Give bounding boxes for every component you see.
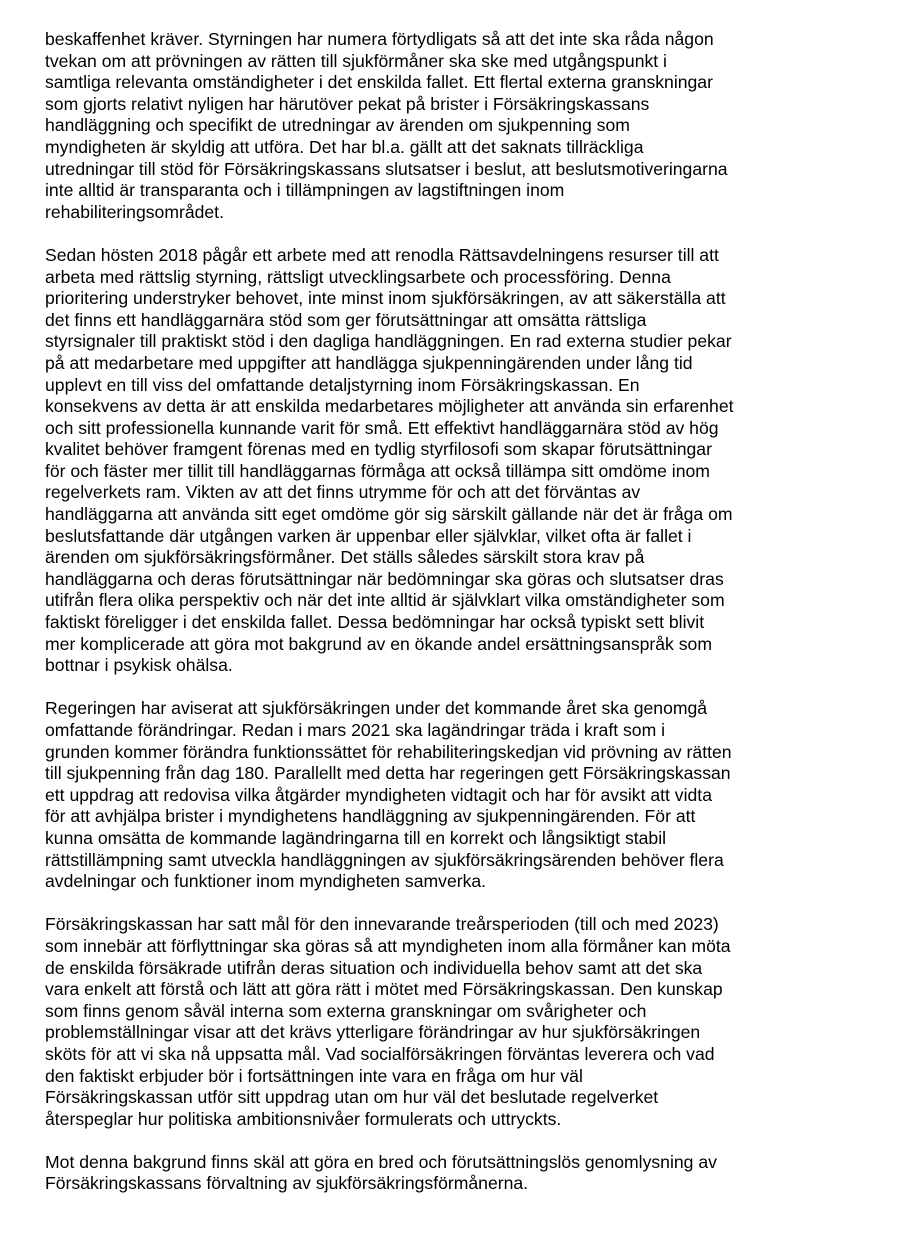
text-line: bottnar i psykisk ohälsa.: [45, 655, 233, 676]
text-line: Försäkringskassans förvaltning av sjukförsäkringsförmånerna.: [45, 1173, 529, 1194]
text-line: rehabiliteringsområdet.: [45, 201, 224, 222]
text-line: prioritering understryker behovet, inte minst inom sjukförsäkringen, av att säkerställa att: [45, 288, 726, 309]
text-line: vara enkelt att förstå och lätt att göra rätt i mötet med Försäkringskassan. Den kunskap: [45, 979, 723, 1000]
text-line: de enskilda försäkrade utifrån deras situation och individuella behov samt att det ska: [45, 957, 703, 978]
text-line: arbeta med rättslig styrning, rättsligt utvecklingsarbete och processföring. Denna: [45, 266, 671, 287]
text-line: styrsignaler till praktiskt stöd i den dagliga handläggningen. En rad externa studier pekar: [45, 331, 732, 352]
text-line: till sjukpenning från dag 180. Parallellt med detta har regeringen gett Försäkringskassan: [45, 763, 731, 784]
text-line: utifrån flera olika perspektiv och när det inte alltid är självklart vilka omständigheter som: [45, 590, 725, 611]
text-line: kvalitet behöver framgent förenas med en tydlig styrfilosofi som skapar förutsättningar: [45, 439, 712, 460]
text-line: beskaffenhet kräver. Styrningen har numera förtydligats så att det inte ska råda någon: [45, 29, 714, 49]
text-line: återspeglar hur politiska ambitionsnivåer formulerats och uttryckts.: [45, 1108, 562, 1129]
text-line: Försäkringskassan utför sitt uppdrag utan om hur väl det beslutade regelverket: [45, 1087, 659, 1108]
text-line: det finns ett handläggarnära stöd som ger förutsättningar att omsätta rättsliga: [45, 309, 647, 330]
text-line: Försäkringskassan har satt mål för den innevarande treårsperioden (till och med 2023): [45, 914, 719, 935]
text-line: beslutsfattande där utgången varken är uppenbar eller självklar, vilket ofta är fallet i: [45, 525, 692, 546]
text-line: tvekan om att prövningen av rätten till sjukförmåner ska ske med utgångspunkt i: [45, 50, 667, 71]
paragraph-5: [45, 1152, 875, 1195]
text-line: Regeringen har aviserat att sjukförsäkringen under det kommande året ska genomgå: [45, 698, 708, 719]
text-line: som finns genom såväl interna som externa granskningar om svårigheter och: [45, 1000, 647, 1021]
text-line: ärenden om sjukförsäkringsförmåner. Det ställs således särskilt stora krav på: [45, 547, 645, 568]
text-line: som innebär att förflyttningar ska göras så att myndigheten inom alla förmåner kan möta: [45, 935, 731, 956]
text-line: avdelningar och funktioner inom myndigheten samverka.: [45, 871, 487, 892]
text-line: handläggarna och deras förutsättningar när bedömningar ska göras och slutsatser dras: [45, 568, 724, 589]
text-line: regelverkets ram. Vikten av att det finns utrymme för och att det förväntas av: [45, 482, 641, 503]
text-line: grunden kommer förändra funktionssättet för rehabiliteringskedjan vid prövning av rätten: [45, 741, 732, 762]
text-line: faktiskt föreligger i det enskilda fallet. Dessa bedömningar har också typiskt sett blivit: [45, 612, 705, 633]
text-line: sköts för att vi ska nå uppsatta mål. Vad socialförsäkringen förväntas leverera och vad: [45, 1043, 715, 1064]
text-line: för att avhjälpa brister i myndighetens handläggning av sjukpenningärenden. För att: [45, 806, 696, 827]
text-line: som gjorts relativt nyligen har härutöver pekat på brister i Försäkringskassans: [45, 93, 650, 114]
paragraph-1: [45, 29, 875, 223]
text-line: handläggarna att använda sitt eget omdöme gör sig särskilt gällande när det är fråga om: [45, 504, 733, 525]
text-line: för och fäster mer tillit till handläggarnas förmåga att också tillämpa sitt omdöme inom: [45, 460, 710, 481]
text-line: konsekvens av detta är att enskilda medarbetares möjligheter att använda sin erfarenhet: [45, 396, 734, 417]
text-line: myndigheten är skyldig att utföra. Det har bl.a. gällt att det saknats tillräckliga: [45, 136, 644, 157]
text-line: utredningar till stöd för Försäkringskassans slutsatser i beslut, att beslutsmotiveringarna: [45, 158, 728, 179]
text-line: rättstillämpning samt utveckla handläggningen av sjukförsäkringsärenden behöver flera: [45, 849, 724, 870]
text-line: på att medarbetare med uppgifter att handlägga sjukpenningärenden under lång tid: [45, 352, 693, 373]
text-line: upplevt en till viss del omfattande detaljstyrning inom Försäkringskassan. En: [45, 374, 640, 395]
text-line: inte alltid är transparanta och i tillämpningen av lagstiftningen inom: [45, 180, 565, 201]
text-line: kunna omsätta de kommande lagändringarna till en korrekt och långsiktigt stabil: [45, 827, 667, 848]
text-line: handläggning och specifikt de utredningar av ärenden om sjukpenning som: [45, 115, 630, 136]
paragraph-4: [45, 914, 875, 1130]
paragraph-2: [45, 245, 875, 677]
text-line: Sedan hösten 2018 pågår ett arbete med att renodla Rättsavdelningens resurser till att: [45, 244, 719, 265]
text-line: den faktiskt erbjuder bör i fortsättningen inte vara en fråga om hur väl: [45, 1065, 583, 1086]
text-line: och sitt professionella kunnande varit för små. Ett effektivt handläggarnära stöd av hög: [45, 417, 719, 438]
text-line: omfattande förändringar. Redan i mars 2021 ska lagändringar träda i kraft som i: [45, 720, 666, 740]
paragraph-3: [45, 698, 875, 892]
text-line: samtliga relevanta omständigheter i det enskilda fallet. Ett flertal externa granskningar: [45, 72, 713, 93]
document-page: [45, 29, 875, 1217]
text-line: mer komplicerade att göra mot bakgrund av en ökande andel ersättningsanspråk som: [45, 633, 712, 654]
text-line: Mot denna bakgrund finns skäl att göra en bred och förutsättningslös genomlysning av: [45, 1151, 717, 1172]
text-line: ett uppdrag att redovisa vilka åtgärder myndigheten vidtagit och har för avsikt att vidta: [45, 784, 712, 805]
text-line: problemställningar visar att det krävs ytterligare förändringar av hur sjukförsäkringen: [45, 1022, 701, 1043]
